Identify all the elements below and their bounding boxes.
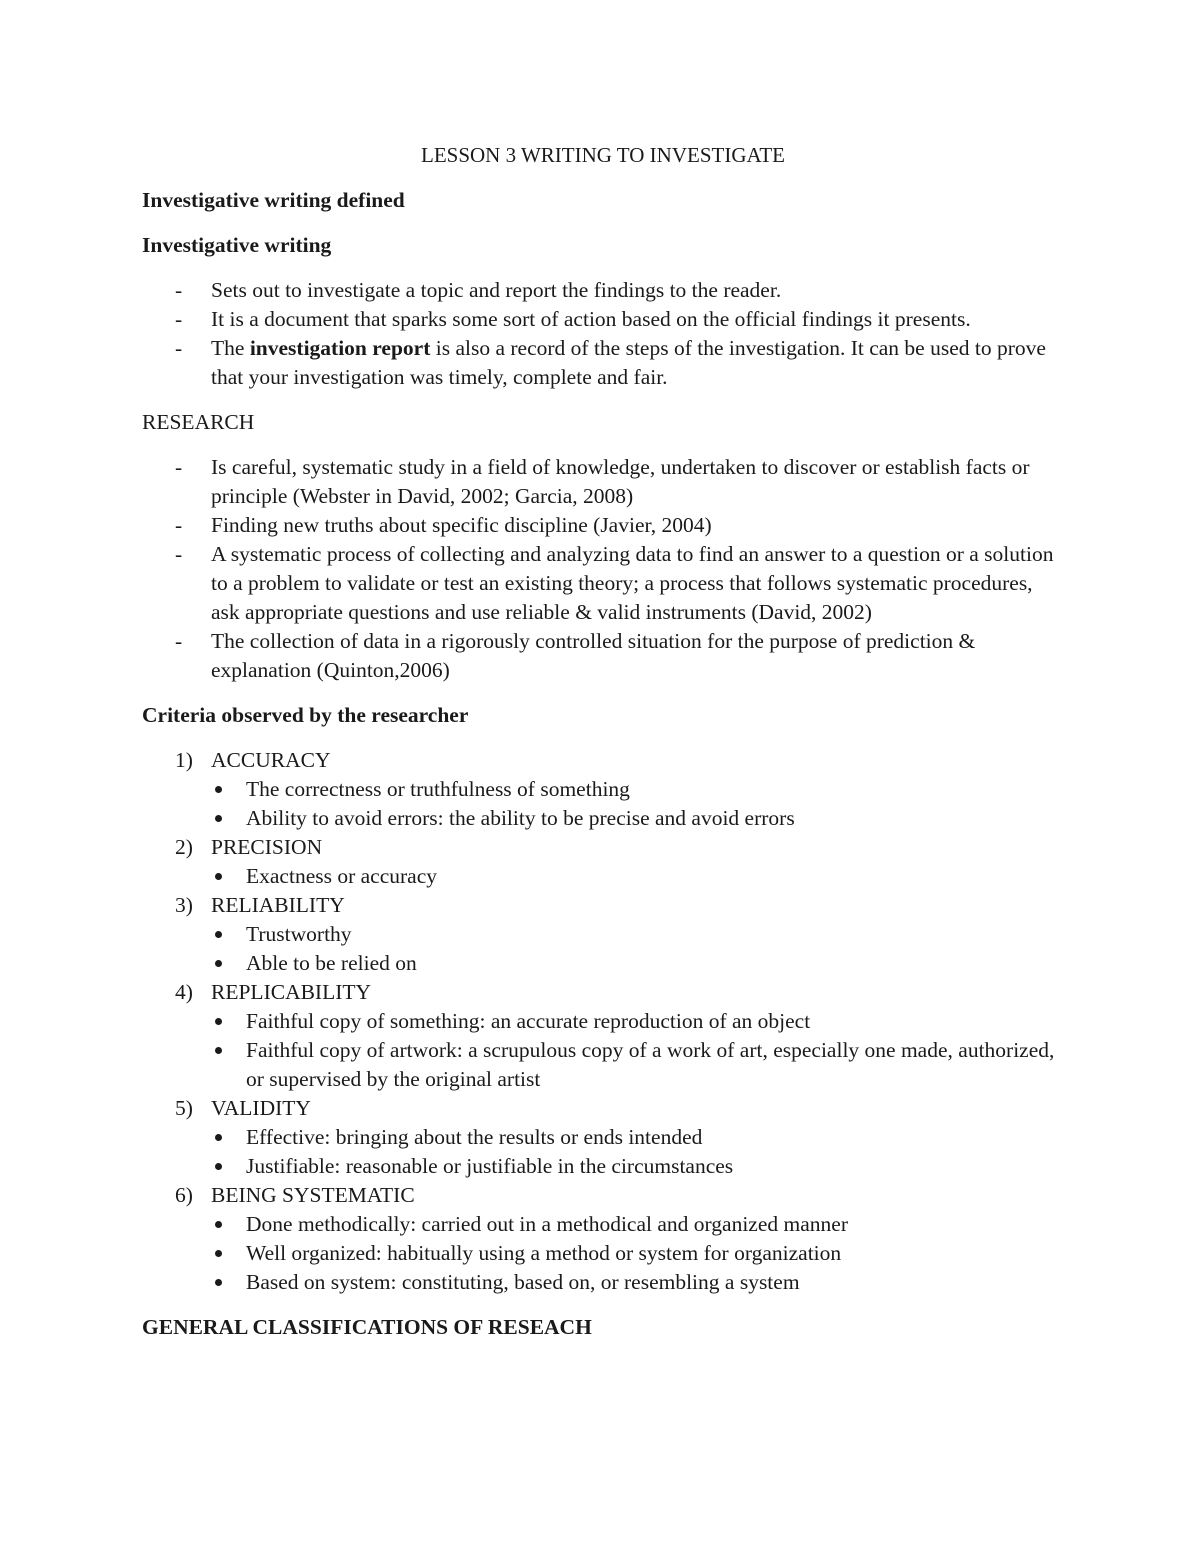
bullet-item (211, 1036, 1062, 1094)
list-item-text: Is careful, systematic study in a field of knowledge, undertaken to discover or establish facts or principle (Webster in David, 2002; Garcia, 2008) (211, 455, 1030, 508)
bullet-text: Exactness or accuracy (246, 864, 438, 888)
list-item-text-suffix: is also a record of the steps of the investigation. It can be used to prove that your investigation was timely, complete and fair. (211, 336, 1046, 389)
criteria-points (211, 1123, 1062, 1181)
criteria-points (211, 1007, 1062, 1094)
list-item (142, 511, 1062, 540)
list-item (142, 334, 1062, 392)
list-item (142, 305, 1062, 334)
bullet-icon (215, 931, 222, 938)
list-item (142, 453, 1062, 511)
bullet-icon (215, 1250, 222, 1257)
bullet-item (211, 920, 1062, 949)
criteria-points (211, 1210, 1062, 1297)
list-item-text: It is a document that sparks some sort of action based on the official findings it presents. (211, 307, 971, 331)
criteria-name: VALIDITY (211, 1096, 311, 1120)
list-item-text: Sets out to investigate a topic and report the findings to the reader. (211, 278, 782, 302)
bullet-item (211, 1210, 1062, 1239)
bullet-item (211, 949, 1062, 978)
bullet-icon (215, 1018, 222, 1025)
list-item-text: The collection of data in a rigorously controlled situation for the purpose of prediction & explanation (Quinton,2006) (211, 629, 976, 682)
section-heading-research: RESEARCH (142, 410, 255, 434)
criteria-item-validity (142, 1094, 1062, 1181)
dash-marker: - (175, 278, 183, 302)
criteria-name: ACCURACY (211, 748, 331, 772)
bullet-text: The correctness or truthfulness of something (246, 777, 630, 801)
bullet-item (211, 775, 1062, 804)
bullet-text: Justifiable: reasonable or justifiable in the circumstances (246, 1154, 734, 1178)
research-list (142, 453, 1062, 685)
bullet-icon (215, 815, 222, 822)
bullet-item (211, 1123, 1062, 1152)
document-page (142, 141, 1062, 1358)
dash-marker: - (175, 629, 183, 653)
criteria-points (211, 920, 1062, 978)
dash-marker: - (175, 336, 183, 360)
dash-marker: - (175, 542, 183, 566)
bullet-text: Well organized: habitually using a method or system for organization (246, 1241, 842, 1265)
list-item-text: A systematic process of collecting and analyzing data to find an answer to a question or a solution to a problem to validate or test an existing theory; a process that follows systematic procedures, ask appropriate questions and use reliable & valid instruments (David, 2002) (211, 542, 1054, 624)
section-heading-general-classifications: GENERAL CLASSIFICATIONS OF RESEACH (142, 1315, 592, 1339)
bullet-item (211, 1268, 1062, 1297)
bold-term: investigation report (249, 336, 431, 360)
page-title: LESSON 3 WRITING TO INVESTIGATE (421, 143, 785, 167)
bullet-text: Trustworthy (246, 922, 352, 946)
bullet-text: Done methodically: carried out in a methodical and organized manner (246, 1212, 848, 1236)
criteria-name: BEING SYSTEMATIC (211, 1183, 415, 1207)
criteria-number: 5) (175, 1096, 193, 1120)
list-item (142, 540, 1062, 627)
bullet-icon (215, 1047, 222, 1054)
list-item-text-prefix: The (211, 336, 250, 360)
bullet-item (211, 804, 1062, 833)
bullet-text: Faithful copy of something: an accurate reproduction of an object (246, 1009, 811, 1033)
bullet-item (211, 1239, 1062, 1268)
bullet-icon (215, 1279, 222, 1286)
bullet-text: Ability to avoid errors: the ability to be precise and avoid errors (246, 806, 795, 830)
bullet-item (211, 862, 1062, 891)
list-item (142, 627, 1062, 685)
spacer (142, 1297, 1062, 1313)
bullet-icon (215, 1163, 222, 1170)
section-subheading-investigative-writing: Investigative writing (142, 233, 332, 257)
dash-marker: - (175, 307, 183, 331)
criteria-item-reliability (142, 891, 1062, 978)
criteria-number: 6) (175, 1183, 193, 1207)
criteria-name: REPLICABILITY (211, 980, 372, 1004)
criteria-item-accuracy (142, 746, 1062, 833)
investigative-list (142, 276, 1062, 392)
list-item-text: Finding new truths about specific discipline (Javier, 2004) (211, 513, 712, 537)
bullet-icon (215, 960, 222, 967)
section-heading-criteria: Criteria observed by the researcher (142, 703, 469, 727)
criteria-points (211, 775, 1062, 833)
dash-marker: - (175, 513, 183, 537)
criteria-number: 1) (175, 748, 193, 772)
bullet-icon (215, 1221, 222, 1228)
bullet-icon (215, 873, 222, 880)
criteria-item-being-systematic (142, 1181, 1062, 1297)
criteria-name: RELIABILITY (211, 893, 345, 917)
criteria-number: 2) (175, 835, 193, 859)
criteria-list (142, 746, 1062, 1297)
dash-marker: - (175, 455, 183, 479)
bullet-text: Able to be relied on (246, 951, 417, 975)
criteria-number: 4) (175, 980, 193, 1004)
criteria-number: 3) (175, 893, 193, 917)
list-item (142, 276, 1062, 305)
bullet-text: Faithful copy of artwork: a scrupulous copy of a work of art, especially one made, authorized, or supervised by the original artist (246, 1038, 1055, 1091)
bullet-icon (215, 786, 222, 793)
bullet-item (211, 1152, 1062, 1181)
criteria-points (211, 862, 1062, 891)
criteria-item-precision (142, 833, 1062, 891)
section-heading-investigative-defined: Investigative writing defined (142, 188, 405, 212)
bullet-item (211, 1007, 1062, 1036)
criteria-name: PRECISION (211, 835, 323, 859)
bullet-text: Based on system: constituting, based on, or resembling a system (246, 1270, 800, 1294)
bullet-icon (215, 1134, 222, 1141)
bullet-text: Effective: bringing about the results or ends intended (246, 1125, 703, 1149)
criteria-item-replicability (142, 978, 1062, 1094)
